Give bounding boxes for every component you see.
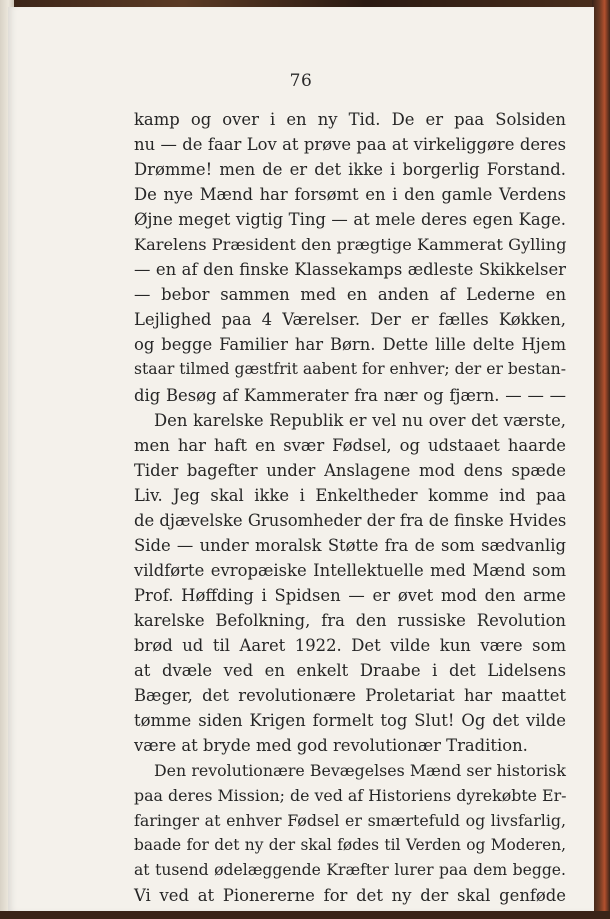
text-line: — en af den finske Klassekamps ædleste Skikkelser [134, 260, 566, 280]
body-text [134, 107, 566, 909]
page-number: 76 [289, 71, 313, 91]
text-line: vildførte evropæiske Intellektuelle med Mænd som [134, 560, 566, 580]
text-line: Drømme! men de er det ikke i borgerlig Forstand. [134, 160, 566, 180]
text-line: De nye Mænd har forsømt en i den gamle Verdens [134, 185, 566, 205]
text-line: Den karelske Republik er vel nu over det værste, [154, 410, 566, 430]
text-line: Liv. Jeg skal ikke i Enkeltheder komme ind paa [134, 485, 566, 505]
text-line: brød ud til Aaret 1922. Det vilde kun være som [134, 635, 566, 655]
text-line: og begge Familier har Børn. Dette lille delte Hjem [134, 335, 566, 355]
book-bottom-edge [0, 911, 610, 919]
book-page [8, 7, 594, 911]
text-line: Tider bagefter under Anslagene mod dens spæde [134, 460, 566, 480]
book-cover-edge [592, 0, 610, 919]
text-line: dig Besøg af Kammerater fra nær og fjærn. — — — [134, 385, 566, 405]
text-line: de djævelske Grusomheder der fra de finske Hvides [134, 510, 567, 530]
text-line: faringer at enhver Fødsel er smærtefuld og livsfarlig, [134, 811, 566, 831]
text-line: Bæger, det revolutionære Proletariat har maattet [134, 686, 566, 706]
text-line: Øjne meget vigtig Ting — at mele deres egen Kage. [134, 210, 566, 230]
text-line: karelske Befolkning, fra den russiske Revolution [134, 610, 566, 630]
text-line: Side — under moralsk Støtte fra de som sædvanlig [134, 535, 566, 555]
text-line: at dvæle ved en enkelt Draabe i det Lidelsens [134, 661, 566, 681]
text-line: — bebor sammen med en anden af Lederne en [134, 285, 566, 305]
text-line: paa deres Mission; de ved af Historiens dyrekøbte Er- [134, 786, 567, 806]
text-line: staar tilmed gæstfrit aabent for enhver; der er bestan- [134, 360, 566, 379]
text-line: at tusend ødelæggende Kræfter lurer paa dem begge. [134, 861, 566, 880]
text-line: Den revolutionære Bevægelses Mænd ser historisk [154, 761, 566, 781]
text-line: Prof. Høffding i Spidsen — er øvet mod den arme [134, 585, 566, 605]
text-line: tømme siden Krigen formelt tog Slut! Og det vilde [134, 711, 566, 731]
text-line: være at bryde med god revolutionær Tradition. [134, 736, 528, 756]
text-line: Vi ved at Pionererne for det ny der skal genføde [134, 886, 566, 906]
text-line: men har haft en svær Fødsel, og udstaaet haarde [134, 435, 566, 455]
text-line: nu — de faar Lov at prøve paa at virkeliggøre deres [134, 135, 566, 155]
text-line: Lejlighed paa 4 Værelser. Der er fælles Køkken, [134, 310, 566, 330]
text-line: Karelens Præsident den prægtige Kammerat Gylling [134, 235, 567, 255]
text-line: baade for det ny der skal fødes til Verden og Moderen, [134, 836, 566, 855]
text-line: kamp og over i en ny Tid. De er paa Solsiden [134, 110, 566, 129]
